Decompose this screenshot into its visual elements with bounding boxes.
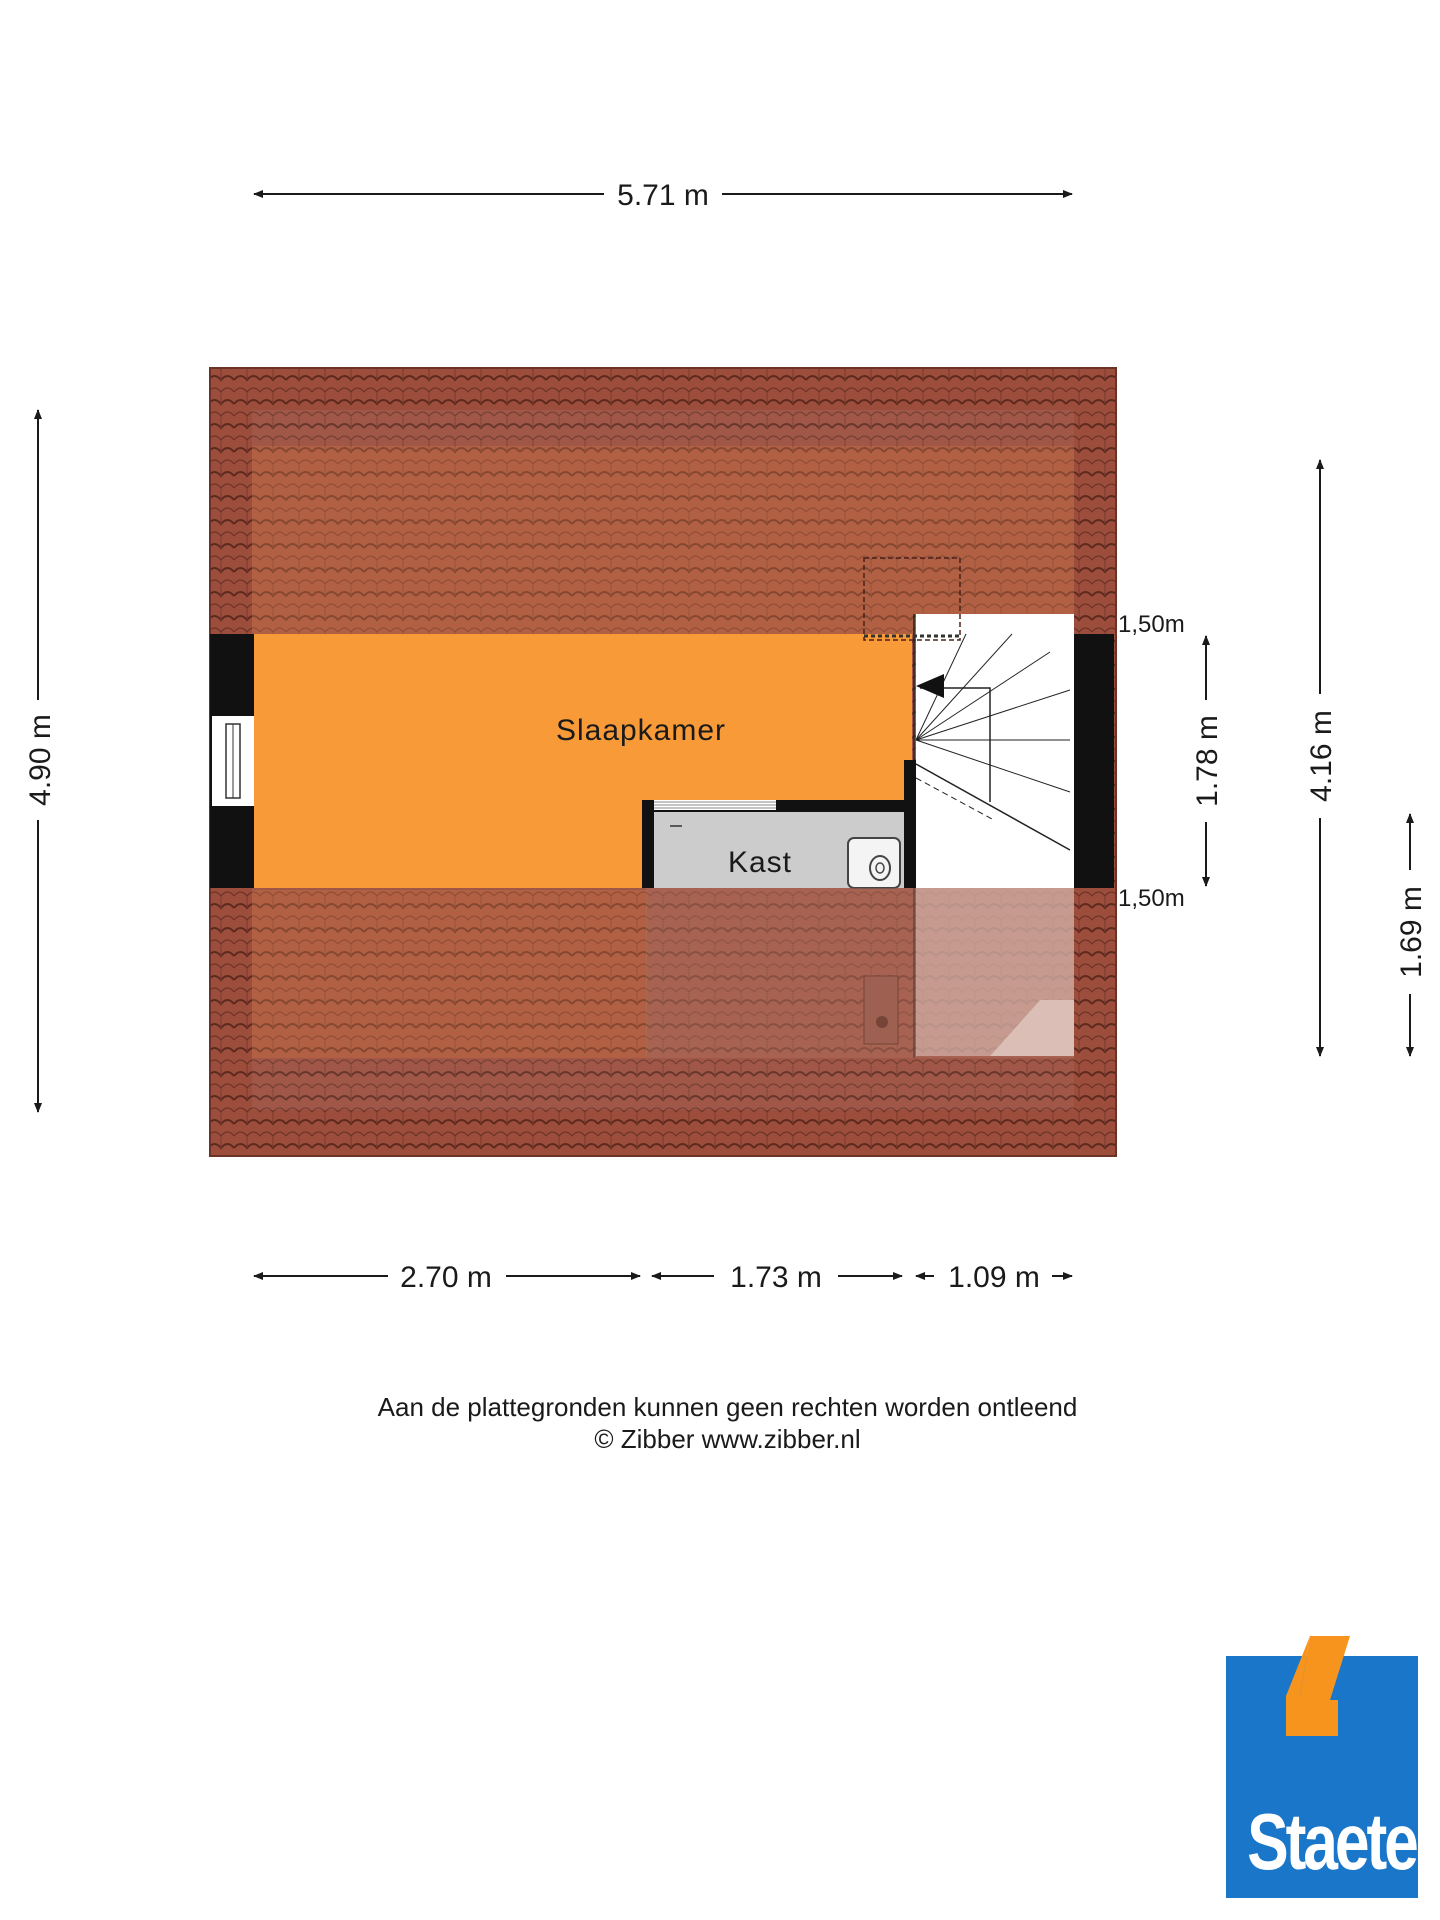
dimension-left — [24, 410, 57, 1112]
disclaimer-text: Aan de plattegronden kunnen geen rechten worden ontleend — [377, 1392, 1078, 1422]
dimension-right-lower-label: 1.69 m — [1395, 886, 1428, 978]
boiler — [848, 838, 900, 888]
dimension-left-label: 4.90 m — [24, 714, 57, 806]
copyright-text: © Zibber www.zibber.nl — [594, 1424, 861, 1454]
height-marker-top: 1,50m — [1118, 611, 1185, 638]
dimension-bottom-label-1: 2.70 m — [400, 1261, 492, 1294]
height-marker-bottom: 1,50m — [1118, 885, 1185, 912]
dimension-right-lower — [1395, 814, 1428, 1056]
room-label-kast: Kast — [727, 846, 793, 879]
dimension-right-inner-label: 1.78 m — [1191, 715, 1224, 807]
dimension-right-total — [1305, 460, 1338, 1056]
dimension-bottom — [254, 1261, 1072, 1294]
roof-overhang-overlay — [646, 888, 1074, 1058]
dimension-bottom-label-2: 1.73 m — [730, 1261, 822, 1294]
staete-logo — [1226, 1636, 1418, 1898]
dimension-top-label: 5.71 m — [617, 179, 709, 212]
logo-text: Staete — [1247, 1797, 1416, 1886]
dimension-right-total-label: 4.16 m — [1305, 710, 1338, 802]
dimension-right-inner — [1191, 636, 1224, 886]
room-label-slaapkamer: Slaapkamer — [555, 714, 727, 747]
dimension-top — [254, 179, 1072, 212]
dimension-bottom-label-3: 1.09 m — [948, 1261, 1040, 1294]
